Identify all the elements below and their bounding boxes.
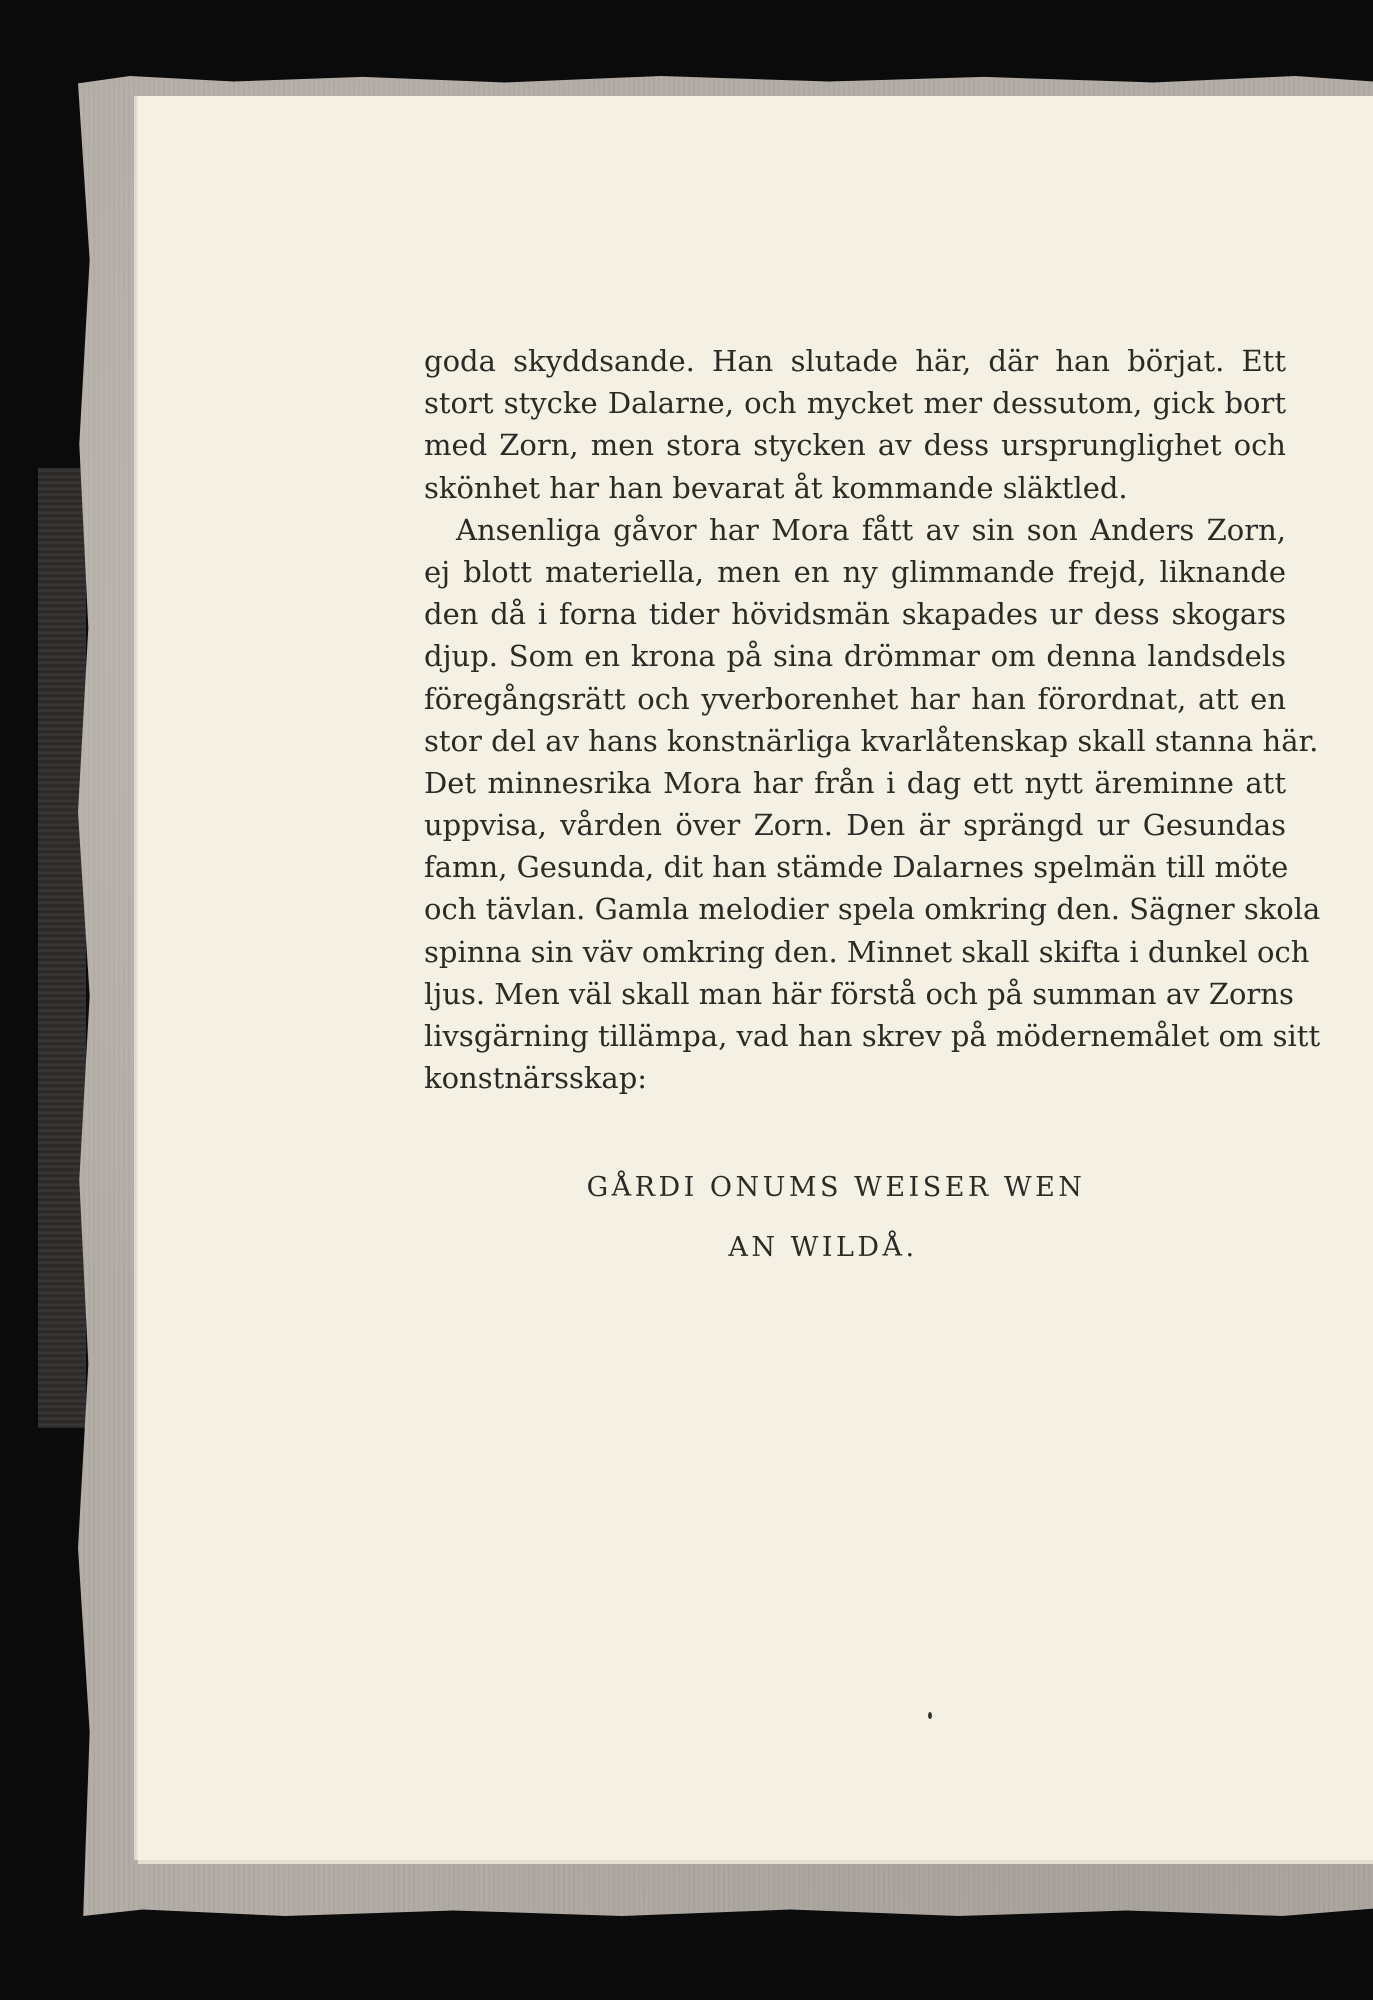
verse-line: GÅRDI ONUMS WEISER WEN: [586, 1172, 1086, 1203]
text-line: djup. Som en krona på sina drömmar om denna landsdels: [424, 639, 1286, 674]
ink-speck: [928, 1712, 932, 1719]
verse-line: AN WILDÅ.: [728, 1232, 918, 1263]
text-line: och tävlan. Gamla melodier spela omkring den. Sägner skola: [424, 892, 1321, 927]
text-line: ej blott materiella, men en ny glimmande frejd, liknande: [424, 554, 1286, 589]
paragraph: [424, 509, 1321, 1100]
dialect-verse: [424, 1158, 1286, 1278]
text-line: föregångsrätt och yverborenhet har han förordnat, att en: [424, 681, 1286, 716]
text-line: famn, Gesunda, dit han stämde Dalarnes spelmän till möte: [424, 850, 1289, 885]
paragraph: [424, 340, 1286, 509]
text-line: stort stycke Dalarne, och mycket mer dessutom, gick bort: [424, 386, 1286, 421]
text-line: den då i forna tider hövidsmän skapades ur dess skogars: [424, 597, 1286, 632]
text-line: uppvisa, vården över Zorn. Den är sprängd ur Gesundas: [424, 808, 1286, 843]
body-text: [424, 340, 1321, 1099]
page-edge: [138, 1860, 1373, 1864]
text-line: konstnärsskap:: [424, 1061, 648, 1096]
text-line: ljus. Men väl skall man här förstå och på summan av Zorns: [424, 976, 1294, 1011]
text-line: spinna sin väv omkring den. Minnet skall skifta i dunkel och: [424, 934, 1310, 969]
text-line: skönhet har han bevarat åt kommande släktled.: [424, 470, 1128, 505]
dark-cloth-strip: [38, 468, 86, 1428]
text-line: goda skyddsande. Han slutade här, där han börjat. Ett: [424, 344, 1286, 378]
text-line: stor del av hans konstnärliga kvarlåtenskap skall stanna här.: [424, 723, 1319, 758]
text-line: livsgärning tillämpa, vad han skrev på mödernemålet om sitt: [424, 1019, 1321, 1053]
text-line: Det minnesrika Mora har från i dag ett nytt äreminne att: [424, 765, 1286, 800]
text-line: med Zorn, men stora stycken av dess ursprunglighet och: [424, 428, 1286, 463]
text-line: Ansenliga gåvor har Mora fått av sin son Anders Zorn,: [456, 512, 1286, 547]
